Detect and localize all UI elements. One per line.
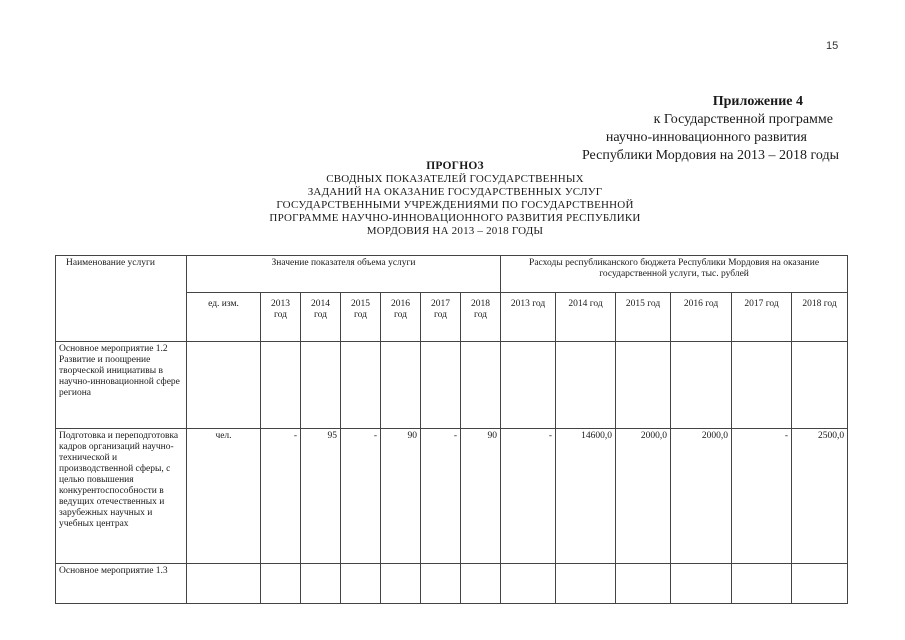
- volume-cell: [341, 342, 381, 429]
- indicators-table: [55, 255, 848, 604]
- forecast-line: ПРОГРАММЕ НАУЧНО-ИННОВАЦИОННОГО РАЗВИТИЯ РЕСПУБЛИКИ: [269, 212, 641, 224]
- expense-cell: [556, 564, 616, 604]
- volume-cell: [421, 564, 461, 604]
- expense-cell: 2000,0: [616, 429, 671, 564]
- volume-cell: 95: [301, 429, 341, 564]
- appendix-heading: [582, 93, 839, 165]
- header-volume-year: 2015 год: [341, 293, 381, 342]
- header-volume-year: 2014 год: [301, 293, 341, 342]
- volume-cell: [381, 564, 421, 604]
- table-row: [56, 564, 848, 604]
- header-expense-year: 2013 год: [501, 293, 556, 342]
- forecast-heading: [232, 160, 678, 238]
- appendix-line-1: к Государственной программе: [653, 112, 833, 127]
- header-volume-year: 2017 год: [421, 293, 461, 342]
- expense-cell: 2000,0: [671, 429, 732, 564]
- expense-cell: [501, 342, 556, 429]
- volume-cell: [381, 342, 421, 429]
- volume-cell: [261, 564, 301, 604]
- volume-cell: [421, 342, 461, 429]
- expense-cell: [792, 564, 848, 604]
- header-expense-year: 2015 год: [616, 293, 671, 342]
- expense-cell: [616, 342, 671, 429]
- header-volume-indicator: Значение показателя объема услуги: [187, 256, 501, 293]
- volume-cell: [301, 342, 341, 429]
- expense-cell: -: [732, 429, 792, 564]
- header-budget-expenses: Расходы республиканского бюджета Республики Мордовия на оказание государственной услуги, тыс. рублей: [501, 256, 848, 293]
- expense-cell: [671, 564, 732, 604]
- expense-cell: [501, 564, 556, 604]
- appendix-title: Приложение 4: [712, 94, 803, 109]
- volume-cell: [461, 564, 501, 604]
- header-unit: ед. изм.: [187, 293, 261, 342]
- forecast-title: ПРОГНОЗ: [426, 160, 484, 172]
- expense-cell: -: [501, 429, 556, 564]
- volume-cell: -: [341, 429, 381, 564]
- row-service-name: Основное мероприятие 1.3: [56, 564, 187, 604]
- table-row: [56, 429, 848, 564]
- volume-cell: 90: [381, 429, 421, 564]
- volume-cell: [261, 342, 301, 429]
- forecast-line: СВОДНЫХ ПОКАЗАТЕЛЕЙ ГОСУДАРСТВЕННЫХ: [326, 173, 584, 185]
- expense-cell: [616, 564, 671, 604]
- expense-cell: [792, 342, 848, 429]
- volume-cell: [301, 564, 341, 604]
- row-unit: [187, 564, 261, 604]
- header-volume-year: 2013 год: [261, 293, 301, 342]
- header-volume-year: 2018 год: [461, 293, 501, 342]
- volume-cell: [341, 564, 381, 604]
- expense-cell: [732, 564, 792, 604]
- row-unit: чел.: [187, 429, 261, 564]
- header-expense-year: 2018 год: [792, 293, 848, 342]
- row-unit: [187, 342, 261, 429]
- row-service-name: Подготовка и переподготовка кадров организаций научно-технической и производственной сферы, с целью повышения конкурентоспособности в ведущих отечественных и зарубежных научных и учебных центрах: [56, 429, 187, 564]
- forecast-line: МОРДОВИЯ НА 2013 – 2018 ГОДЫ: [366, 225, 544, 237]
- expense-cell: [671, 342, 732, 429]
- expense-cell: [556, 342, 616, 429]
- page-number: 15: [826, 40, 839, 52]
- header-service-name: Наименование услуги: [56, 256, 187, 342]
- expense-cell: [732, 342, 792, 429]
- volume-cell: [461, 342, 501, 429]
- volume-cell: -: [261, 429, 301, 564]
- forecast-line: ЗАДАНИЙ НА ОКАЗАНИЕ ГОСУДАРСТВЕННЫХ УСЛУГ: [307, 186, 603, 198]
- header-expense-year: 2016 год: [671, 293, 732, 342]
- table-row: [56, 342, 848, 429]
- appendix-line-2: научно-инновационного развития: [605, 130, 807, 145]
- appendix-line-3: Республики Мордовия на 2013 – 2018 годы: [581, 148, 839, 163]
- forecast-line: ГОСУДАРСТВЕННЫМИ УЧРЕЖДЕНИЯМИ ПО ГОСУДАРСТВЕННОЙ: [276, 199, 634, 211]
- header-expense-year: 2014 год: [556, 293, 616, 342]
- row-service-name: Основное мероприятие 1.2 Развитие и поощрение творческой инициативы в научно-инновационной сфере региона: [56, 342, 187, 429]
- volume-cell: 90: [461, 429, 501, 564]
- volume-cell: -: [421, 429, 461, 564]
- header-expense-year: 2017 год: [732, 293, 792, 342]
- table-header-row: [56, 256, 848, 293]
- expense-cell: 14600,0: [556, 429, 616, 564]
- expense-cell: 2500,0: [792, 429, 848, 564]
- header-volume-year: 2016 год: [381, 293, 421, 342]
